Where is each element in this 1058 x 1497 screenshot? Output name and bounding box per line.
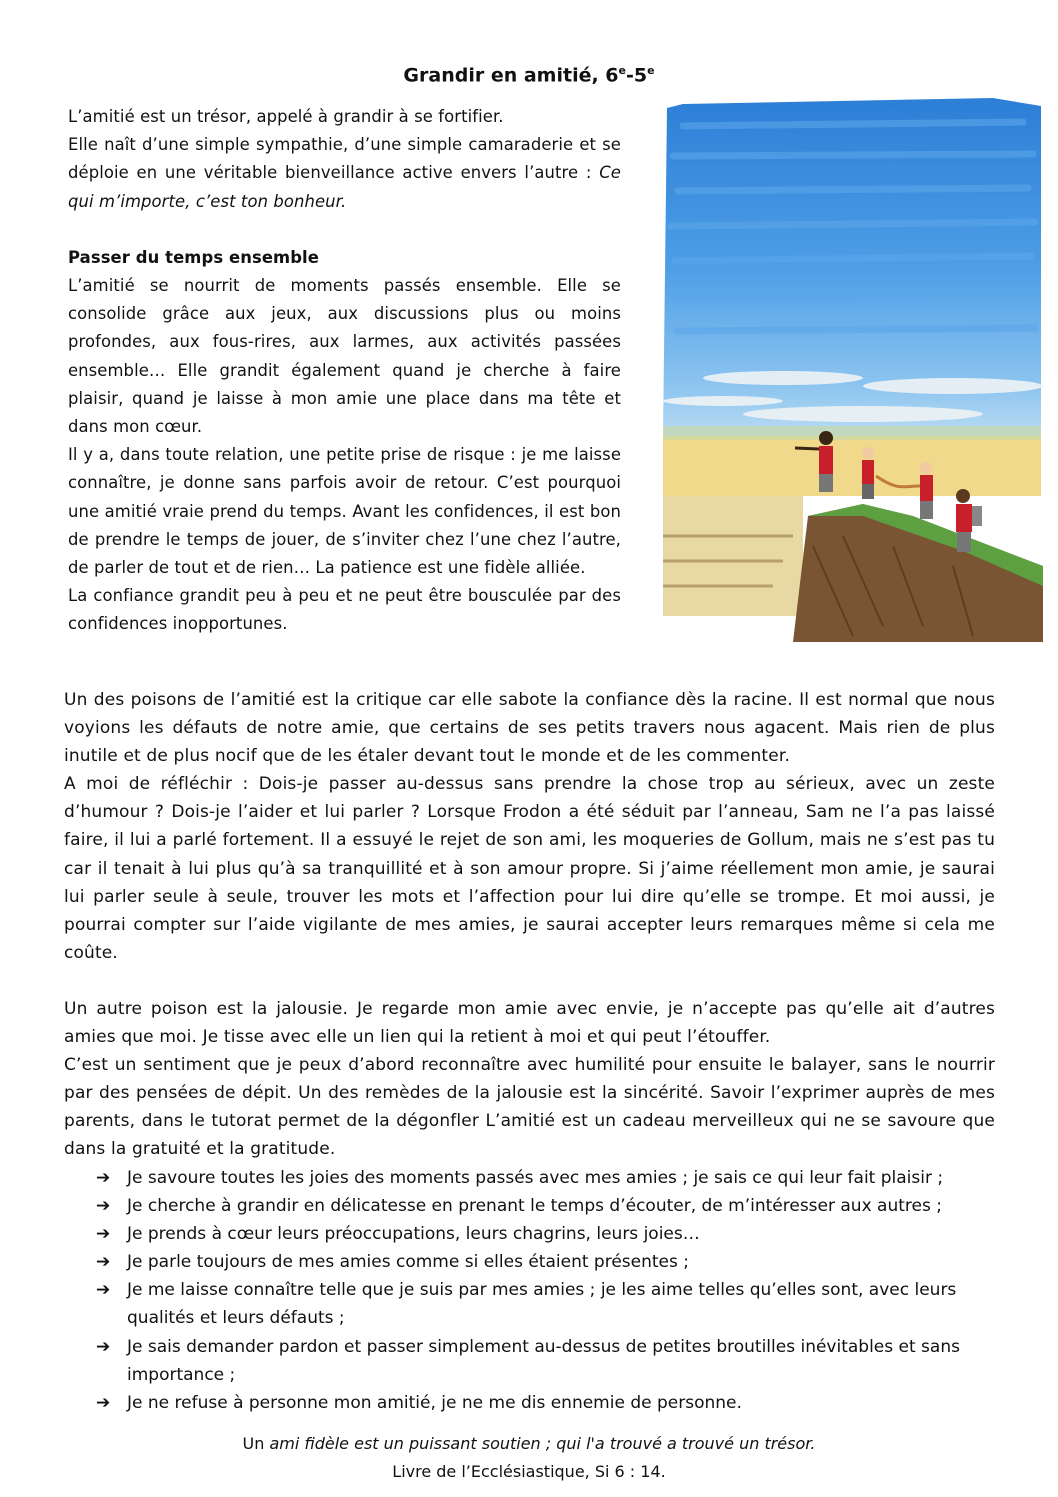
list-item <box>96 1276 976 1332</box>
arrow-icon: ➔ <box>96 1280 111 1301</box>
quote-source: Livre de l’Ecclésiastique, Si 6 : 14. <box>392 1462 666 1481</box>
main-body <box>64 686 995 1164</box>
intro-italic-phrase: Ce qui m’importe, c’est ton bonheur. <box>68 163 621 211</box>
page-title <box>0 64 1058 86</box>
list-item-text: Je ne refuse à personne mon amitié, je ne me dis ennemie de personne. <box>127 1392 742 1413</box>
list-item-text: Je sais demander pardon et passer simplement au-dessus de petites broutilles inévitables et sans importance ; <box>127 1336 960 1385</box>
list-item-text: Je savoure toutes les joies des moments passés avec mes amies ; je sais ce qui leur fait plaisir ; <box>127 1168 944 1188</box>
arrow-icon: ➔ <box>96 1168 111 1188</box>
arrow-icon: ➔ <box>96 1252 111 1273</box>
section-heading: Passer du temps ensemble <box>68 247 319 267</box>
main-paragraph-2: A moi de réfléchir : Dois-je passer au-dessus sans prendre la chose trop au sérieux, avec un zeste d’humour ? Dois-je l’aider et lui parler ? Lorsque Frodon a été séduit par l’anneau, Sam ne l’a pas laissé faire, il lui a parlé fortement. Il a essuyé le rejet de son ami, les moqueries de Gollum, mais ne s’est pas tu car il tenait à lui plus qu’à sa tranquillité et à son amour propre. Si j’aime réellement mon amie, je saurai lui parler seule à seule, trouver les mots et l’affection pour lui dire qu’elle se trompe. Et moi aussi, je pourrai compter sur l’aide vigilante de mes amies, je saurai accepter leurs remarques même si cela me coûte. <box>64 774 995 963</box>
list-item <box>96 1333 976 1389</box>
list-item <box>96 1192 976 1220</box>
main-paragraph-4: C’est un sentiment que je peux d’abord reconnaître avec humilité pour ensuite le balayer, sans le nourrir par des pensées de dépit. Un des remèdes de la jalousie est la sincérité. Savoir l’exprimer auprès de mes parents, dans le tutorat permet de la dégonfler L’amitié est un cadeau merveilleux qui ne se savoure que dans la gratuité et la gratitude. <box>64 1055 995 1160</box>
list-item <box>96 1220 976 1248</box>
quote-line <box>0 1430 1058 1458</box>
list-item <box>96 1248 976 1276</box>
list-item-text: Je cherche à grandir en délicatesse en prenant le temps d’écouter, de m’intéresser aux autres ; <box>127 1196 942 1217</box>
title-text: Grandir en amitié, 6 <box>403 64 619 87</box>
list-item-text: Je me laisse connaître telle que je suis par mes amies ; je les aime telles qu’elles sont, avec leurs qualités et leurs défauts ; <box>127 1280 957 1329</box>
arrow-icon: ➔ <box>96 1224 111 1245</box>
title-sup-1: e <box>618 64 626 77</box>
intro-paragraph-4: Il y a, dans toute relation, une petite prise de risque : je me laisse connaître, je donne sans parfois avoir de retour. C’est pourquoi une amitié vraie prend du temps. Avant les confidences, il est bon de prendre le temps de jouer, de s’inviter chez l’une chez l’autre, de parler de tout et de rien… La patience est une fidèle alliée. <box>68 445 621 578</box>
intro-paragraph-3: L’amitié se nourrit de moments passés ensemble. Elle se consolide grâce aux jeux, aux discussions plus ou moins profondes, aux fous-rires, aux larmes, aux activités passées ensemble… Elle grandit également quand je cherche à faire plaisir, quand je laisse à mon amie une place dans ma tête et dans mon cœur. <box>68 276 621 437</box>
intro-paragraph-2-text: Elle naît d’une simple sympathie, d’une simple camaraderie et se déploie en une véritable bienveillance active envers l’autre : <box>68 135 621 183</box>
intro-column <box>68 103 621 639</box>
list-item <box>96 1164 976 1192</box>
intro-paragraph-2 <box>68 131 621 216</box>
resolution-list <box>96 1164 976 1417</box>
main-paragraph-1: Un des poisons de l’amitié est la critique car elle sabote la confiance dès la racine. Il est normal que nous voyions les défauts de notre amie, que certains de ses petits travers nous agacent. Mais rien de plus inutile et de plus nocif que de les étaler devant tout le monde et de les commenter. <box>64 690 995 767</box>
intro-paragraph-1: L’amitié est un trésor, appelé à grandir à se fortifier. <box>68 107 504 126</box>
main-paragraph-3: Un autre poison est la jalousie. Je regarde mon amie avec envie, je n’accepte pas qu’elle ait d’autres amies que moi. Je tisse avec elle un lien qui la retient à moi et qui peut l’étouffer. <box>64 998 995 1048</box>
list-item <box>96 1389 976 1417</box>
title-dash: -5 <box>626 64 648 87</box>
title-sup-2: e <box>647 64 655 77</box>
arrow-icon: ➔ <box>96 1336 111 1357</box>
quote-italic: ami fidèle est un puissant soutien ; qui l'a trouvé a trouvé un trésor. <box>269 1434 816 1453</box>
quote-prefix: Un <box>242 1434 270 1453</box>
illustration-children-on-cliff <box>663 96 1043 642</box>
closing-quote <box>0 1430 1058 1486</box>
arrow-icon: ➔ <box>96 1196 111 1217</box>
list-item-text: Je parle toujours de mes amies comme si elles étaient présentes ; <box>127 1252 689 1273</box>
arrow-icon: ➔ <box>96 1392 111 1413</box>
list-item-text: Je prends à cœur leurs préoccupations, leurs chagrins, leurs joies… <box>127 1224 700 1245</box>
intro-paragraph-5: La confiance grandit peu à peu et ne peut être bousculée par des confidences inopportunes. <box>68 586 621 634</box>
